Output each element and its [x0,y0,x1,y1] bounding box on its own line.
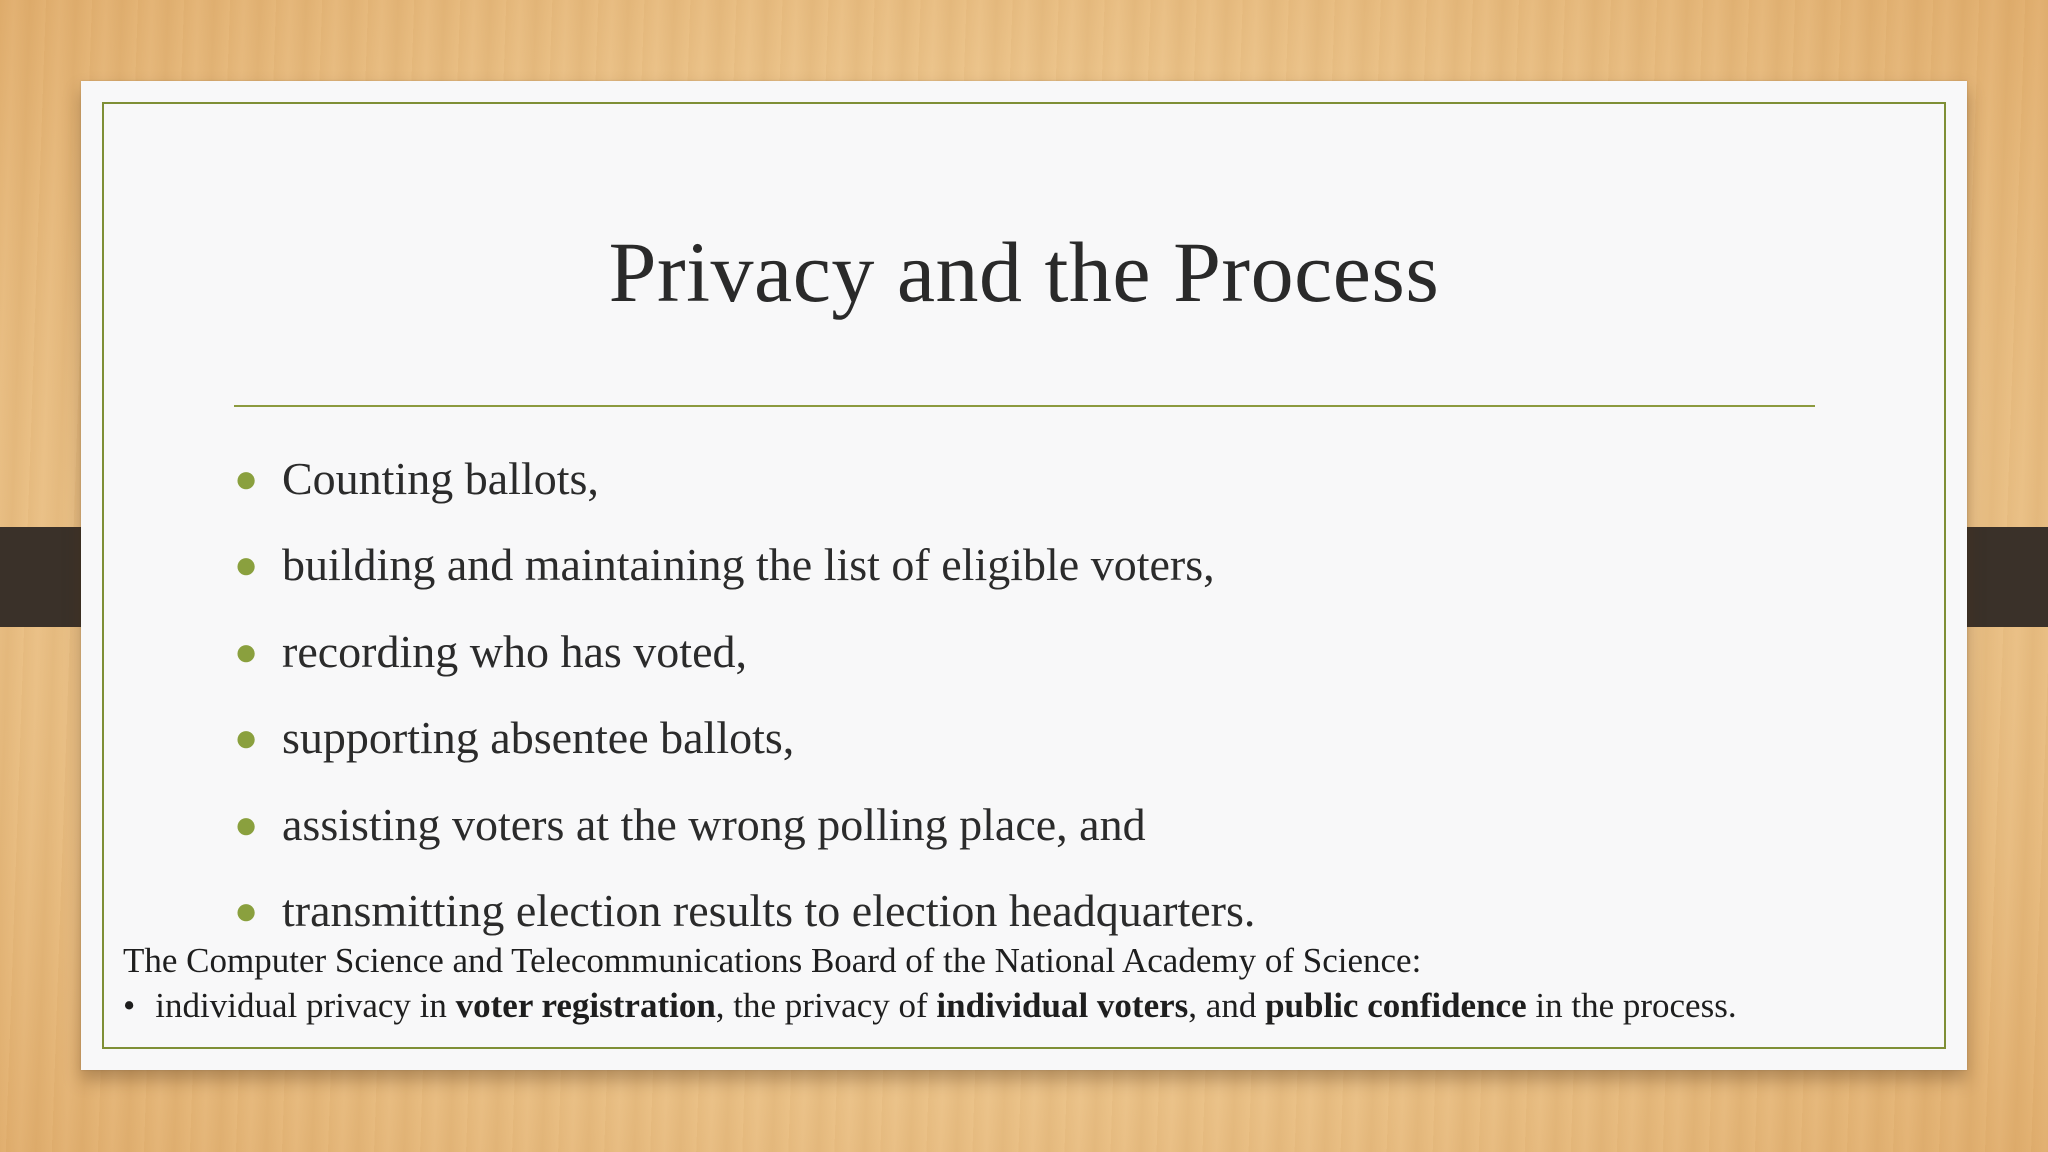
bullet-text: Counting ballots, [282,453,599,504]
bullet-dot-icon: ● [234,456,259,501]
source-text-4: in the process. [1526,986,1737,1025]
source-bold-public-confidence: public confidence [1265,986,1527,1025]
bullet-text: transmitting election results to election headquarters. [282,884,1256,936]
source-bold-voter-registration: voter registration [455,986,716,1025]
bullet-text: recording who has voted, [282,625,747,677]
bullet-dot-icon: ● [234,542,259,588]
bullet-text: assisting voters at the wrong polling place, and [282,798,1146,850]
source-text-2: , the privacy of [715,986,937,1025]
bullet-dot-icon: ● [234,628,259,674]
source-bullet-icon: • [123,986,136,1025]
source-text-3: , and [1188,986,1266,1025]
source-bold-individual-voters: individual voters [936,986,1189,1025]
bullet-dot-icon: ● [234,801,259,847]
source-heading: The Computer Science and Telecommunications Board of the National Academy of Science: [123,941,1422,980]
source-bullet-item [123,986,1737,1026]
bullet-item [234,522,1255,608]
bullet-item [234,695,1255,781]
bullet-dot-icon: ● [234,715,259,761]
bullet-text: supporting absentee ballots, [282,712,795,764]
bullet-list [234,436,1255,954]
slide-card [81,81,1967,1070]
bullet-item [234,782,1255,868]
bullet-dot-icon: ● [234,887,259,933]
bullet-item [234,609,1255,695]
bullet-text: building and maintaining the list of eligible voters, [282,539,1215,591]
slide-title: Privacy and the Process [608,224,1440,320]
bullet-item [234,436,1255,522]
title-divider [234,405,1815,407]
source-text-1: individual privacy in [155,986,456,1025]
